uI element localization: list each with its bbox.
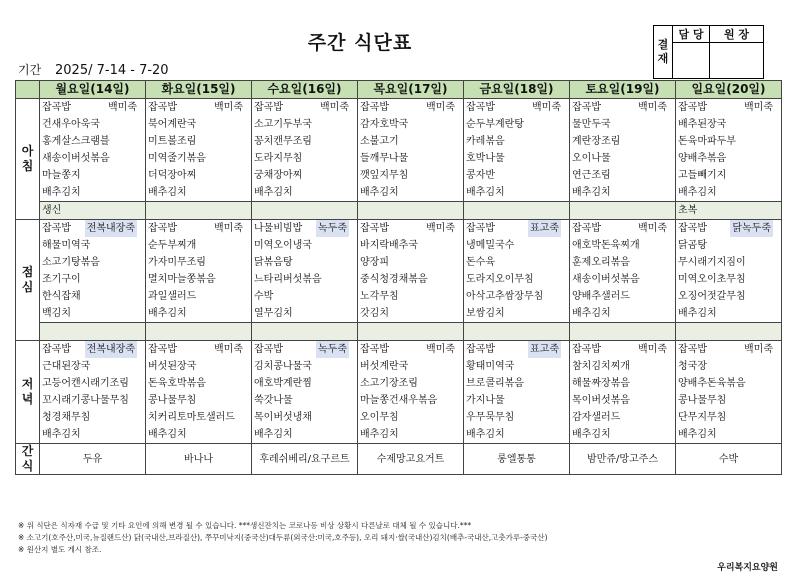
menu-row	[16, 375, 782, 392]
menu-item: 우무묵무침	[464, 409, 570, 426]
day-header: 금요일(18일)	[464, 81, 570, 99]
menu-row	[16, 409, 782, 426]
menu-item: 미트볼조림	[146, 133, 252, 150]
menu-item: 새송이버섯볶음	[570, 271, 676, 288]
rice-item: 잡곡밥	[148, 102, 177, 113]
meal-label-text: 저 녁	[21, 377, 34, 406]
menu-cell	[358, 341, 464, 359]
approval-box	[653, 25, 764, 79]
band-cell: 생신	[40, 202, 146, 220]
approval-sign-staff[interactable]	[673, 43, 710, 79]
menu-row	[16, 99, 782, 117]
rice-item: 잡곡밥	[148, 344, 177, 355]
rice-porridge	[678, 341, 779, 358]
menu-item: 과일샐러드	[146, 288, 252, 305]
menu-item: 황태미역국	[464, 358, 570, 375]
facility-name: 우리복지요양원	[717, 563, 778, 573]
rice-porridge	[572, 341, 673, 358]
menu-item: 물만두국	[570, 116, 676, 133]
menu-item: 아삭고추쌈장무침	[464, 288, 570, 305]
menu-row	[16, 167, 782, 184]
porridge-item: 백미죽	[426, 223, 455, 234]
menu-item: 바지락배추국	[358, 237, 464, 254]
band-cell	[40, 323, 146, 341]
menu-row	[16, 341, 782, 359]
rice-item: 잡곡밥	[466, 344, 495, 355]
menu-item: 갓김치	[358, 305, 464, 323]
rice-porridge	[678, 99, 779, 116]
rice-item: 잡곡밥	[678, 102, 707, 113]
snack-item: 수박	[676, 444, 782, 475]
day-header: 수요일(16일)	[252, 81, 358, 99]
menu-item: 배추된장국	[676, 116, 782, 133]
menu-item: 소고기장조림	[358, 375, 464, 392]
meal-label-text: 점 심	[21, 265, 34, 294]
rice-porridge	[42, 99, 143, 116]
menu-item: 고들빼기지	[676, 167, 782, 184]
menu-row	[16, 133, 782, 150]
approval-header-director: 원 장	[710, 26, 764, 43]
snack-item: 수제망고요거트	[358, 444, 464, 475]
band-cell	[146, 323, 252, 341]
day-header: 월요일(14일)	[40, 81, 146, 99]
period	[18, 61, 169, 78]
rice-porridge	[254, 341, 355, 358]
menu-item: 백김치	[40, 305, 146, 323]
menu-item: 돈육호박볶음	[146, 375, 252, 392]
porridge-item: 백미죽	[744, 102, 773, 113]
menu-item: 배추김치	[570, 426, 676, 444]
menu-item: 배추김치	[570, 305, 676, 323]
porridge-item: 녹두죽	[316, 220, 349, 237]
rice-item: 잡곡밥	[360, 344, 389, 355]
snack-item: 바나나	[146, 444, 252, 475]
notes	[18, 520, 548, 556]
rice-item: 잡곡밥	[572, 102, 601, 113]
menu-row	[16, 237, 782, 254]
menu-item: 북어계란국	[146, 116, 252, 133]
rice-porridge	[572, 99, 673, 116]
rice-item: 나물비빔밥	[254, 223, 303, 234]
menu-item: 배추김치	[358, 184, 464, 202]
menu-item: 버섯계란국	[358, 358, 464, 375]
menu-item: 홍게살스크램블	[40, 133, 146, 150]
menu-item: 배추김치	[464, 184, 570, 202]
menu-item: 마늘쫑지	[40, 167, 146, 184]
menu-item: 치커리토마토샐러드	[146, 409, 252, 426]
band-cell: 초복	[676, 202, 782, 220]
menu-item: 브로콜리볶음	[464, 375, 570, 392]
menu-cell	[40, 99, 146, 117]
note-line: ※ 소고기(호주산,미국,뉴질랜드산) 닭(국내산,브라질산), 쭈꾸미낙지(중국산)대두류(외국산:미국,호주등), 오리 돼지·쌀(국내산)김치(배추-국내산,고춧가루-중국산)	[18, 533, 548, 542]
menu-cell	[570, 341, 676, 359]
rice-item: 잡곡밥	[42, 102, 71, 113]
note-band-row	[16, 202, 782, 220]
rice-porridge	[360, 99, 461, 116]
porridge-item: 백미죽	[214, 223, 243, 234]
band-cell	[252, 323, 358, 341]
menu-item: 소불고기	[358, 133, 464, 150]
rice-porridge	[254, 99, 355, 116]
note-line: ※ 원산지 별도 게시 참조.	[18, 545, 102, 554]
menu-item: 콩자반	[464, 167, 570, 184]
rice-porridge	[466, 341, 567, 358]
rice-porridge	[254, 220, 355, 237]
menu-item: 쑥갓나물	[252, 392, 358, 409]
approval-header-staff: 담 당	[673, 26, 710, 43]
menu-item: 배추김치	[252, 426, 358, 444]
menu-item: 배추김치	[676, 305, 782, 323]
menu-item: 목이버섯볶음	[570, 392, 676, 409]
porridge-item: 전복내장죽	[85, 220, 137, 237]
band-cell	[358, 323, 464, 341]
menu-item: 양배추돈육볶음	[676, 375, 782, 392]
menu-item: 김치콩나물국	[252, 358, 358, 375]
menu-item: 배추김치	[358, 426, 464, 444]
rice-porridge	[360, 220, 461, 237]
rice-item: 잡곡밥	[678, 344, 707, 355]
day-header: 일요일(20일)	[676, 81, 782, 99]
rice-item: 잡곡밥	[254, 102, 283, 113]
menu-item: 꼬시래기콩나물무침	[40, 392, 146, 409]
menu-cell	[570, 220, 676, 238]
menu-item: 미역오이냉국	[252, 237, 358, 254]
menu-item: 목이버섯냉채	[252, 409, 358, 426]
band-cell	[146, 202, 252, 220]
menu-cell	[358, 99, 464, 117]
rice-item: 잡곡밥	[466, 102, 495, 113]
menu-item: 참치김치찌개	[570, 358, 676, 375]
menu-item: 중식청경채볶음	[358, 271, 464, 288]
menu-item: 마늘쫑건새우볶음	[358, 392, 464, 409]
menu-item: 도라지오이무침	[464, 271, 570, 288]
menu-item: 해물짜장볶음	[570, 375, 676, 392]
menu-item: 버섯된장국	[146, 358, 252, 375]
menu-item: 배추김치	[676, 184, 782, 202]
snack-label: 간식	[16, 444, 40, 475]
menu-item: 훈제오리볶음	[570, 254, 676, 271]
band-cell	[464, 323, 570, 341]
menu-item: 배추김치	[676, 426, 782, 444]
menu-item: 근대된장국	[40, 358, 146, 375]
weekly-menu-table	[15, 80, 782, 475]
menu-item: 호박나물	[464, 150, 570, 167]
porridge-item: 표고죽	[528, 341, 561, 358]
menu-item: 단무지무침	[676, 409, 782, 426]
meal-label	[16, 220, 40, 341]
menu-item: 배추김치	[570, 184, 676, 202]
band-cell	[570, 323, 676, 341]
rice-item: 잡곡밥	[572, 344, 601, 355]
menu-item: 미역줄기볶음	[146, 150, 252, 167]
menu-cell	[146, 99, 252, 117]
rice-porridge	[42, 341, 143, 358]
menu-item: 냉메밀국수	[464, 237, 570, 254]
menu-item: 콩나물무침	[676, 392, 782, 409]
rice-item: 잡곡밥	[42, 223, 71, 234]
rice-item: 잡곡밥	[42, 344, 71, 355]
menu-item: 고등어캔시래기조림	[40, 375, 146, 392]
band-cell	[464, 202, 570, 220]
porridge-item: 백미죽	[214, 344, 243, 355]
rice-item: 잡곡밥	[572, 223, 601, 234]
menu-item: 닭곰탕	[676, 237, 782, 254]
approval-label	[654, 26, 673, 79]
menu-item: 배추김치	[146, 426, 252, 444]
menu-item: 느타리버섯볶음	[252, 271, 358, 288]
meal-label	[16, 99, 40, 220]
menu-item: 양배추볶음	[676, 150, 782, 167]
menu-item: 조기구이	[40, 271, 146, 288]
menu-item: 배추김치	[40, 184, 146, 202]
menu-item: 노각무침	[358, 288, 464, 305]
menu-item: 수박	[252, 288, 358, 305]
menu-item: 한식잡채	[40, 288, 146, 305]
rice-item: 잡곡밥	[360, 223, 389, 234]
menu-cell	[40, 220, 146, 238]
menu-item: 오징어젓갈무침	[676, 288, 782, 305]
menu-item: 콩나물무침	[146, 392, 252, 409]
menu-item: 양배추샐러드	[570, 288, 676, 305]
menu-item: 순두부계란탕	[464, 116, 570, 133]
porridge-item: 표고죽	[528, 220, 561, 237]
menu-item: 청국장	[676, 358, 782, 375]
porridge-item: 백미죽	[426, 102, 455, 113]
menu-cell	[252, 99, 358, 117]
menu-item: 카레볶음	[464, 133, 570, 150]
snack-item: 밤만쥬/망고주스	[570, 444, 676, 475]
day-header: 토요일(19일)	[570, 81, 676, 99]
menu-row	[16, 392, 782, 409]
menu-item: 오이무침	[358, 409, 464, 426]
snack-item: 롱엘통통	[464, 444, 570, 475]
menu-cell	[676, 220, 782, 238]
menu-item: 연근조림	[570, 167, 676, 184]
menu-item: 가자미무조림	[146, 254, 252, 271]
porridge-item: 전복내장죽	[85, 341, 137, 358]
rice-item: 잡곡밥	[254, 344, 283, 355]
menu-item: 배추김치	[40, 426, 146, 444]
menu-row	[16, 288, 782, 305]
menu-cell	[252, 341, 358, 359]
menu-cell	[464, 341, 570, 359]
snack-row	[16, 444, 782, 475]
note-line: ※ 위 식단은 식자재 수급 및 기타 요인에 의해 변경 될 수 있습니다. ***생신잔치는 코로나등 비상 상황시 다른날로 대체 될 수 있습니다.***	[18, 521, 472, 530]
menu-item: 들깨무나물	[358, 150, 464, 167]
rice-porridge	[148, 99, 249, 116]
menu-row	[16, 150, 782, 167]
menu-item: 배추김치	[464, 426, 570, 444]
approval-sign-director[interactable]	[710, 43, 764, 79]
menu-cell	[464, 220, 570, 238]
porridge-item: 백미죽	[744, 344, 773, 355]
snack-item: 두유	[40, 444, 146, 475]
porridge-item: 백미죽	[638, 344, 667, 355]
corner-cell	[16, 81, 40, 99]
menu-row	[16, 358, 782, 375]
menu-cell	[358, 220, 464, 238]
porridge-item: 백미죽	[532, 102, 561, 113]
menu-cell	[570, 99, 676, 117]
page-title: 주간 식단표	[307, 32, 413, 54]
rice-item: 잡곡밥	[360, 102, 389, 113]
menu-cell	[40, 341, 146, 359]
menu-item: 애호박계란찜	[252, 375, 358, 392]
menu-cell	[464, 99, 570, 117]
note-band-row	[16, 323, 782, 341]
menu-item: 깻잎지무침	[358, 167, 464, 184]
porridge-item: 닭녹두죽	[730, 220, 773, 237]
menu-item: 애호박돈육찌개	[570, 237, 676, 254]
porridge-item: 백미죽	[320, 102, 349, 113]
menu-row	[16, 426, 782, 444]
rice-item: 잡곡밥	[148, 223, 177, 234]
menu-item: 궁채장아찌	[252, 167, 358, 184]
menu-item: 도라지무침	[252, 150, 358, 167]
rice-porridge	[466, 99, 567, 116]
porridge-item: 백미죽	[638, 102, 667, 113]
menu-item: 무시래기지짐이	[676, 254, 782, 271]
rice-porridge	[360, 341, 461, 358]
day-header: 목요일(17일)	[358, 81, 464, 99]
menu-item: 돈수육	[464, 254, 570, 271]
period-dates: 2025/ 7-14 - 7-20	[55, 63, 169, 78]
menu-item: 소고기두부국	[252, 116, 358, 133]
meal-label	[16, 341, 40, 444]
rice-item: 잡곡밥	[466, 223, 495, 234]
rice-porridge	[572, 220, 673, 237]
menu-row	[16, 254, 782, 271]
menu-item: 보쌈김치	[464, 305, 570, 323]
menu-row	[16, 184, 782, 202]
band-cell	[358, 202, 464, 220]
porridge-item: 녹두죽	[316, 341, 349, 358]
menu-item: 감자샐러드	[570, 409, 676, 426]
menu-item: 미역오이초무침	[676, 271, 782, 288]
band-cell	[252, 202, 358, 220]
menu-item: 가지나물	[464, 392, 570, 409]
menu-item: 새송이버섯볶음	[40, 150, 146, 167]
band-cell	[570, 202, 676, 220]
menu-item: 소고기탕볶음	[40, 254, 146, 271]
menu-item: 멸치마늘쫑볶음	[146, 271, 252, 288]
band-cell	[676, 323, 782, 341]
rice-item: 잡곡밥	[678, 223, 707, 234]
menu-item: 꽁치캔무조림	[252, 133, 358, 150]
menu-item: 감자호박국	[358, 116, 464, 133]
menu-item: 순두부찌개	[146, 237, 252, 254]
menu-item: 해물미역국	[40, 237, 146, 254]
day-header-row	[16, 81, 782, 99]
menu-item: 청경채무침	[40, 409, 146, 426]
rice-porridge	[148, 220, 249, 237]
menu-item: 배추김치	[146, 305, 252, 323]
rice-porridge	[148, 341, 249, 358]
menu-cell	[676, 99, 782, 117]
porridge-item: 백미죽	[638, 223, 667, 234]
rice-porridge	[42, 220, 143, 237]
menu-item: 열무김치	[252, 305, 358, 323]
menu-item: 건새우아욱국	[40, 116, 146, 133]
menu-item: 닭볶음탕	[252, 254, 358, 271]
menu-item: 배추김치	[146, 184, 252, 202]
menu-row	[16, 116, 782, 133]
menu-cell	[252, 220, 358, 238]
period-label: 기간	[18, 63, 42, 77]
menu-item: 계란장조림	[570, 133, 676, 150]
approval-label-text: 결재	[657, 38, 669, 65]
meal-label-text: 아 침	[21, 144, 34, 173]
menu-cell	[676, 341, 782, 359]
porridge-item: 백미죽	[108, 102, 137, 113]
menu-row	[16, 220, 782, 238]
menu-cell	[146, 220, 252, 238]
day-header: 화요일(15일)	[146, 81, 252, 99]
rice-porridge	[466, 220, 567, 237]
snack-item: 후레쉬베리/요구르트	[252, 444, 358, 475]
menu-item: 양장피	[358, 254, 464, 271]
menu-row	[16, 271, 782, 288]
menu-row	[16, 305, 782, 323]
porridge-item: 백미죽	[426, 344, 455, 355]
menu-item: 오이나물	[570, 150, 676, 167]
porridge-item: 백미죽	[214, 102, 243, 113]
menu-item: 더덕장아찌	[146, 167, 252, 184]
menu-item: 배추김치	[252, 184, 358, 202]
menu-cell	[146, 341, 252, 359]
rice-porridge	[678, 220, 779, 237]
menu-item: 돈육마파두부	[676, 133, 782, 150]
